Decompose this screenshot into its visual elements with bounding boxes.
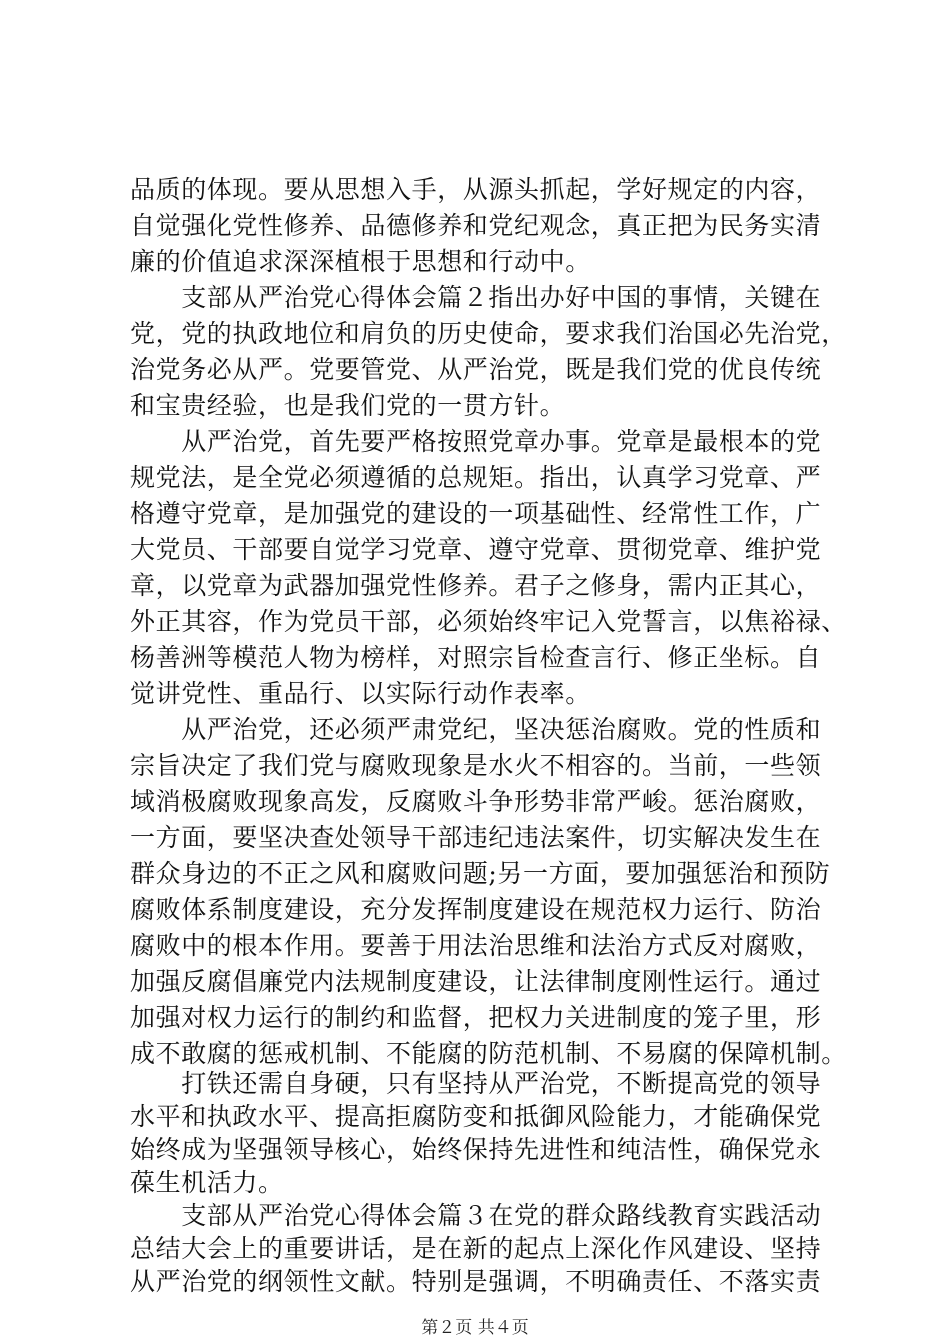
text-line: 葆生机活力。 (130, 1168, 284, 1197)
text-line: 支部从严治党心得体会篇３在党的群众路线教育实践活动 (130, 1201, 822, 1230)
text-line: 加强反腐倡廉党内法规制度建设，让法律制度刚性运行。通过 (130, 967, 822, 996)
text-line: 品质的体现。要从思想入手，从源头抓起，学好规定的内容， (130, 175, 822, 204)
text-line: 一方面，要坚决查处领导干部违纪违法案件，切实解决发生在 (130, 823, 822, 852)
text-line: 域消极腐败现象高发，反腐败斗争形势非常严峻。惩治腐败， (130, 787, 822, 816)
text-line: 廉的价值追求深深植根于思想和行动中。 (130, 247, 591, 276)
text-line: 大党员、干部要自觉学习党章、遵守党章、贯彻党章、维护党 (130, 535, 822, 564)
text-line: 从严治党，首先要严格按照党章办事。党章是最根本的党 (130, 427, 822, 456)
text-line: 总结大会上的重要讲话，是在新的起点上深化作风建设、坚持 (130, 1234, 822, 1263)
text-line: 腐败体系制度建设，充分发挥制度建设在规范权力运行、防治 (130, 895, 822, 924)
text-line: 杨善洲等模范人物为榜样，对照宗旨检查言行、修正坐标。自 (130, 643, 822, 672)
text-line: 从严治党的纲领性文献。特别是强调，不明确责任、不落实责 (130, 1267, 822, 1296)
text-line: 党，党的执政地位和肩负的历史使命，要求我们治国必先治党， (130, 319, 847, 348)
text-line: 觉讲党性、重品行、以实际行动作表率。 (130, 679, 591, 708)
text-line: 格遵守党章，是加强党的建设的一项基础性、经常性工作，广 (130, 499, 822, 528)
page-number-footer: 第２页 共４页 (421, 1318, 529, 1338)
text-line: 自觉强化党性修养、品德修养和党纪观念，真正把为民务实清 (130, 211, 822, 240)
text-line: 打铁还需自身硬，只有坚持从严治党，不断提高党的领导 (130, 1069, 822, 1098)
text-line: 章，以党章为武器加强党性修养。君子之修身，需内正其心， (130, 571, 822, 600)
text-line: 群众身边的不正之风和腐败问题;另一方面，要加强惩治和预防 (130, 859, 831, 888)
text-line: 规党法，是全党必须遵循的总规矩。指出，认真学习党章、严 (130, 463, 822, 492)
text-line: 外正其容，作为党员干部，必须始终牢记入党誓言，以焦裕禄、 (130, 607, 847, 636)
text-line: 始终成为坚强领导核心，始终保持先进性和纯洁性，确保党永 (130, 1135, 822, 1164)
text-line: 加强对权力运行的制约和监督，把权力关进制度的笼子里，形 (130, 1003, 822, 1032)
text-line: 治党务必从严。党要管党、从严治党，既是我们党的优良传统 (130, 355, 822, 384)
text-line: 宗旨决定了我们党与腐败现象是水火不相容的。当前，一些领 (130, 751, 822, 780)
text-line: 从严治党，还必须严肃党纪，坚决惩治腐败。党的性质和 (130, 715, 822, 744)
text-line: 支部从严治党心得体会篇２指出办好中国的事情，关键在 (130, 283, 822, 312)
text-line: 和宝贵经验，也是我们党的一贯方针。 (130, 391, 566, 420)
text-line: 成不敢腐的惩戒机制、不能腐的防范机制、不易腐的保障机制。 (130, 1039, 847, 1068)
text-line: 腐败中的根本作用。要善于用法治思维和法治方式反对腐败， (130, 931, 822, 960)
text-line: 水平和执政水平、提高拒腐防变和抵御风险能力，才能确保党 (130, 1102, 822, 1131)
